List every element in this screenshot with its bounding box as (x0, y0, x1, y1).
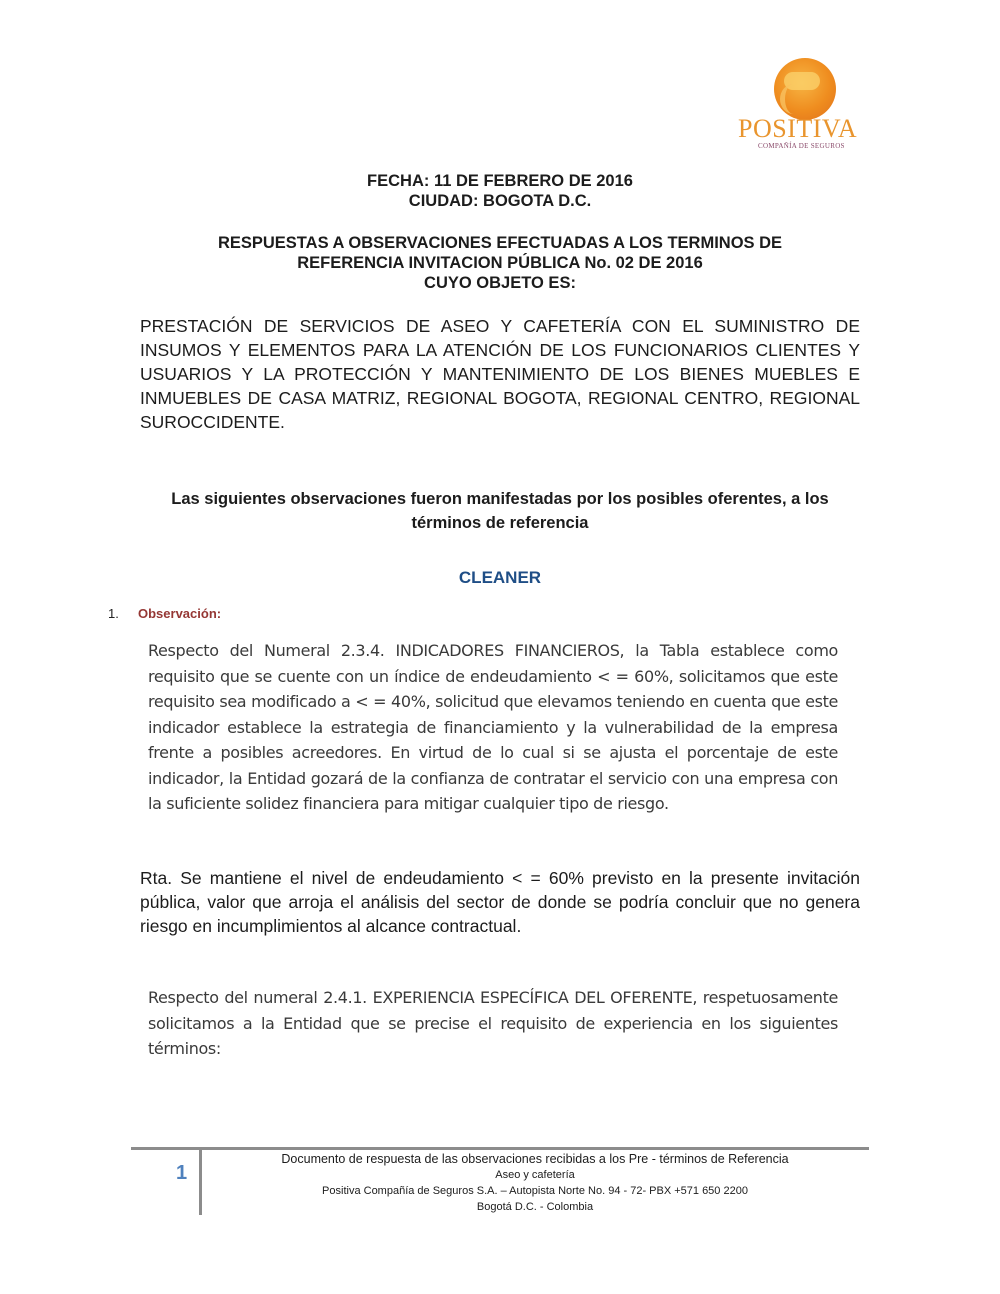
positiva-logo (732, 56, 872, 156)
title-line-2: REFERENCIA INVITACION PÚBLICA No. 02 DE 2016 (297, 254, 703, 272)
footer-line-4: Bogotá D.C. - Colombia (476, 1201, 594, 1213)
date-line: FECHA: 11 DE FEBRERO DE 2016 (367, 172, 633, 190)
date-city-block (0, 171, 1000, 211)
sun-emblem-icon (774, 58, 836, 120)
page-number: 1 (176, 1162, 188, 1184)
intro-line-1: Las siguientes observaciones fueron manifestadas por los posibles oferentes, a los (171, 490, 829, 508)
observation-label: Observación: (138, 606, 222, 621)
footer-line-1: Documento de respuesta de las observaciones recibidas a los Pre - términos de Referencia (281, 1152, 789, 1166)
title-line-3: CUYO OBJETO ES: (424, 274, 576, 292)
footer-line-3: Positiva Compañía de Seguros S.A. – Autopista Norte No. 94 - 72- PBX +571 650 2200 (322, 1185, 748, 1197)
section-title-cleaner: CLEANER (458, 568, 542, 587)
logo-brand-name: POSITIVA (738, 114, 858, 143)
observation-heading (108, 606, 221, 621)
footer-horizontal-rule (131, 1147, 869, 1150)
logo-tagline: COMPAÑÍA DE SEGUROS (758, 142, 845, 150)
response-text-1: Rta. Se mantiene el nivel de endeudamiento < = 60% previsto en la presente invitación pública, valor que arroja el análisis del sector de donde se podría concluir que no genera riesgo en incumplimientos al alcance contractual. (140, 868, 860, 936)
object-description: PRESTACIÓN DE SERVICIOS DE ASEO Y CAFETERÍA CON EL SUMINISTRO DE INSUMOS Y ELEMENTOS PARA LA ATENCIÓN DE LOS FUNCIONARIOS CLIENTES Y USUARIOS Y LA PROTECCIÓN Y MANTENIMIENTO DE LOS BIENES MUEBLES E INMUEBLES DE CASA MATRIZ, REGIONAL BOGOTA, REGIONAL CENTRO, REGIONAL SUROCCIDENTE. (140, 316, 860, 432)
intro-statement (140, 487, 860, 535)
observation-number: 1. (108, 606, 119, 621)
footer-text (202, 1151, 868, 1215)
title-line-1: RESPUESTAS A OBSERVACIONES EFECTUADAS A LOS TERMINOS DE (217, 234, 783, 252)
intro-line-2: términos de referencia (411, 514, 589, 532)
footer-line-2: Aseo y cafetería (495, 1169, 575, 1181)
document-title (0, 233, 1000, 293)
observation-scanned-text-1: Respecto del Numeral 2.3.4. INDICADORES FINANCIEROS, la Tabla establece como requisito que se cuente con un índice de endeudamiento < = 60%, solicitamos que este requisito sea modificado a < = 40%, solicitud que elevamos teniendo en cuenta que este indicador establece la estrategia de financiamiento y la vulnerabilidad de la empresa frente a posibles acreedores. En virtud de lo cual si se ajusta el porcentaje de este indicador, la Entidad gozará de la confianza de contratar el servicio con una empresa con la suficiente solidez financiera para mitigar cualquier tipo de riesgo. (148, 641, 838, 813)
observation-scanned-text-2: Respecto del numeral 2.4.1. EXPERIENCIA ESPECÍFICA DEL OFERENTE, respetuosamente solicitamos a la Entidad que se precise el requisito de experiencia en los siguientes términos: (148, 988, 838, 1058)
city-line: CIUDAD: BOGOTA D.C. (408, 192, 592, 210)
